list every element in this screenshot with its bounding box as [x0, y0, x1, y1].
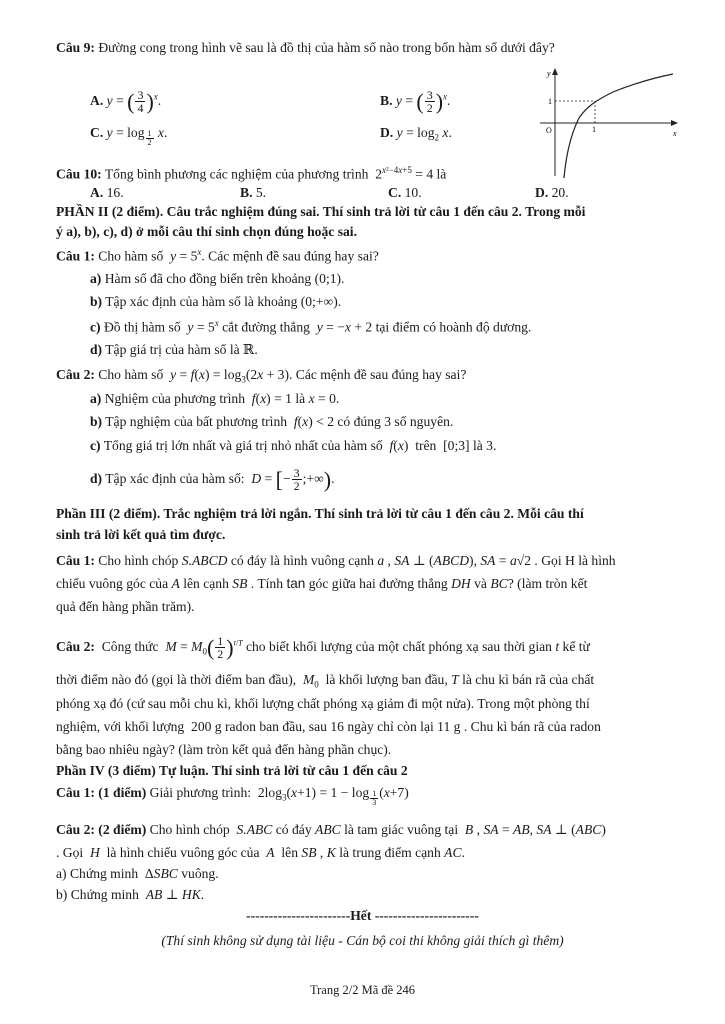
- page-footer: Trang 2/2 Mã đề 246: [309, 983, 416, 997]
- q9-log-graph: [535, 66, 680, 181]
- p2-q2-d: d) Tập xác định của hàm số: D = [− $\frac{3}{2}$ ;+∞).: [90, 465, 335, 494]
- p3-q2-line5: bằng bao nhiêu ngày? (làm tròn kết quả đến hàng phần chục).: [56, 742, 392, 757]
- p3-q2-line1: Câu 2: Công thức $M = M_0$( $\frac{1}{2}$ )$^{t/T}$ cho biết khối lượng của một chất phóng xạ sau thời gian t kể từ: [56, 633, 590, 662]
- part3-heading-line2: sinh trả lời kết quả tìm được.: [56, 527, 226, 542]
- p2-q1-c: c) Đồ thị hàm số $y = 5^x$ cắt đường thẳng y = −x + 2 tại điểm có hoành độ dương.: [90, 318, 532, 335]
- p3-q1-line3: quả đến hàng phần trăm).: [56, 599, 195, 614]
- graph-y-arrow: [552, 68, 558, 75]
- p3-q2-line3: phóng xạ đó (cứ sau mỗi chu kì, khối lượng chất phóng xạ giảm đi một nửa). Trong một phòng thí: [56, 696, 590, 711]
- p3-q2-line2: thời điểm nào đó (gọi là thời điểm ban đầu), $M_0$ là khối lượng ban đầu, T là chu kì bán rã của chất: [56, 672, 595, 690]
- p4-q2-line1: Câu 2: (2 điểm) Cho hình chóp S.ABC có đáy ABC là tam giác vuông tại B , SA = AB, SA ⊥ (ABC): [56, 822, 606, 837]
- p4-q2-line2: . Gọi H là hình chiếu vuông góc của A lên SB , K là trung điểm cạnh AC.: [56, 845, 465, 860]
- q9-text: Đường cong trong hình vẽ sau là đồ thị của hàm số nào trong bốn hàm số dưới đây?: [98, 40, 555, 55]
- q9-stem: [56, 40, 555, 57]
- p3-q1-line1: Câu 1: Cho hình chóp S.ABCD có đáy là hình vuông cạnh a , SA ⊥ (ABCD), SA = a√2 . Gọi H là hình: [56, 553, 616, 568]
- graph-label-x: x: [673, 129, 677, 138]
- graph-x-arrow: [671, 120, 678, 126]
- q10-option-a: A. 16.: [90, 185, 124, 200]
- p2-q1-b: b) Tập xác định của hàm số là khoảng (0;+∞).: [90, 294, 342, 309]
- p3-q2-line4: nghiệm, với khối lượng 200 g radon ban đầu, sau 16 ngày chỉ còn lại 11 g . Chu kì bán rã của radon: [56, 719, 601, 734]
- p2-q1-a: a) Hàm số đã cho đồng biến trên khoảng (0;1).: [90, 271, 345, 286]
- q9-option-d: D. $y = \log_2 x$.: [380, 125, 452, 143]
- graph-label-tick-y: 1: [548, 97, 552, 106]
- q9-option-c: C. y = log $_{\frac{1}{2}}$ x.: [90, 125, 168, 148]
- end-mark: -----------------------Hết -----------------------: [246, 908, 479, 923]
- graph-label-origin: O: [546, 126, 552, 135]
- p4-q2-a: a) Chứng minh ΔSBC vuông.: [56, 866, 219, 881]
- q10-option-c: C. 10.: [388, 185, 422, 200]
- p2-q2-a: a) Nghiệm của phương trình f(x) = 1 là x = 0.: [90, 391, 340, 406]
- p2-q2-b: b) Tập nghiệm của bất phương trình f(x) < 2 có đúng 3 số nguyên.: [90, 414, 454, 429]
- p3-q1-line2: chiếu vuông góc của A lên cạnh SB . Tính tan góc giữa hai đường thẳng DH và BC? (làm tròn kết: [56, 576, 588, 591]
- p2-q2-c: c) Tổng giá trị lớn nhất và giá trị nhỏ nhất của hàm số f(x) trên [0;3] là 3.: [90, 438, 497, 453]
- q10-stem: Câu 10: Tổng bình phương các nghiệm của phương trình $2^{x^2-4x+5} = 4$ là: [56, 165, 447, 182]
- q9-option-a: A. y = ( $\frac{3}{4}$ )$^x$.: [90, 87, 162, 116]
- exam-note: (Thí sinh không sử dụng tài liệu - Cán bộ coi thi không giải thích gì thêm): [161, 933, 564, 948]
- q10-option-b: B. 5.: [240, 185, 267, 200]
- q9-title: Câu 9:: [56, 40, 95, 55]
- part2-heading-line2: ý a), b), c), d) ở mỗi câu thí sinh chọn đúng hoặc sai.: [56, 224, 357, 239]
- q9-option-b: B. y = ( $\frac{3}{2}$ )$^x$.: [380, 87, 451, 116]
- part2-heading-line1: PHẦN II (2 điểm). Câu trắc nghiệm đúng sai. Thí sinh trả lời từ câu 1 đến câu 2. Trong mỗi: [56, 204, 586, 219]
- graph-label-y: y: [547, 69, 551, 78]
- graph-label-tick-x: 1: [592, 125, 596, 134]
- p4-q2-b: b) Chứng minh AB ⊥ HK.: [56, 887, 205, 902]
- p4-q1: Câu 1: (1 điểm) Giải phương trình: $2\log_3(x+1) = 1 - \log$ $_{\frac{1}{3}}$ (x+7): [56, 785, 409, 808]
- p2-q1-d: d) Tập giá trị của hàm số là ℝ.: [90, 342, 258, 357]
- part4-heading: Phần IV (3 điểm) Tự luận. Thí sinh trả lời từ câu 1 đến câu 2: [56, 763, 408, 778]
- part3-heading-line1: Phần III (2 điểm). Trắc nghiệm trả lời ngắn. Thí sinh trả lời từ câu 1 đến câu 2. Mỗi câu thí: [56, 506, 584, 521]
- q10-option-d: D. 20.: [535, 185, 569, 200]
- p2-q1-stem: Câu 1: Cho hàm số $y = 5^x$. Các mệnh đề sau đúng hay sai?: [56, 247, 379, 264]
- p2-q2-stem: Câu 2: Cho hàm số $y = f(x) = \log_3(2x + 3)$. Các mệnh đề sau đúng hay sai?: [56, 367, 467, 385]
- graph-curve: [564, 74, 673, 178]
